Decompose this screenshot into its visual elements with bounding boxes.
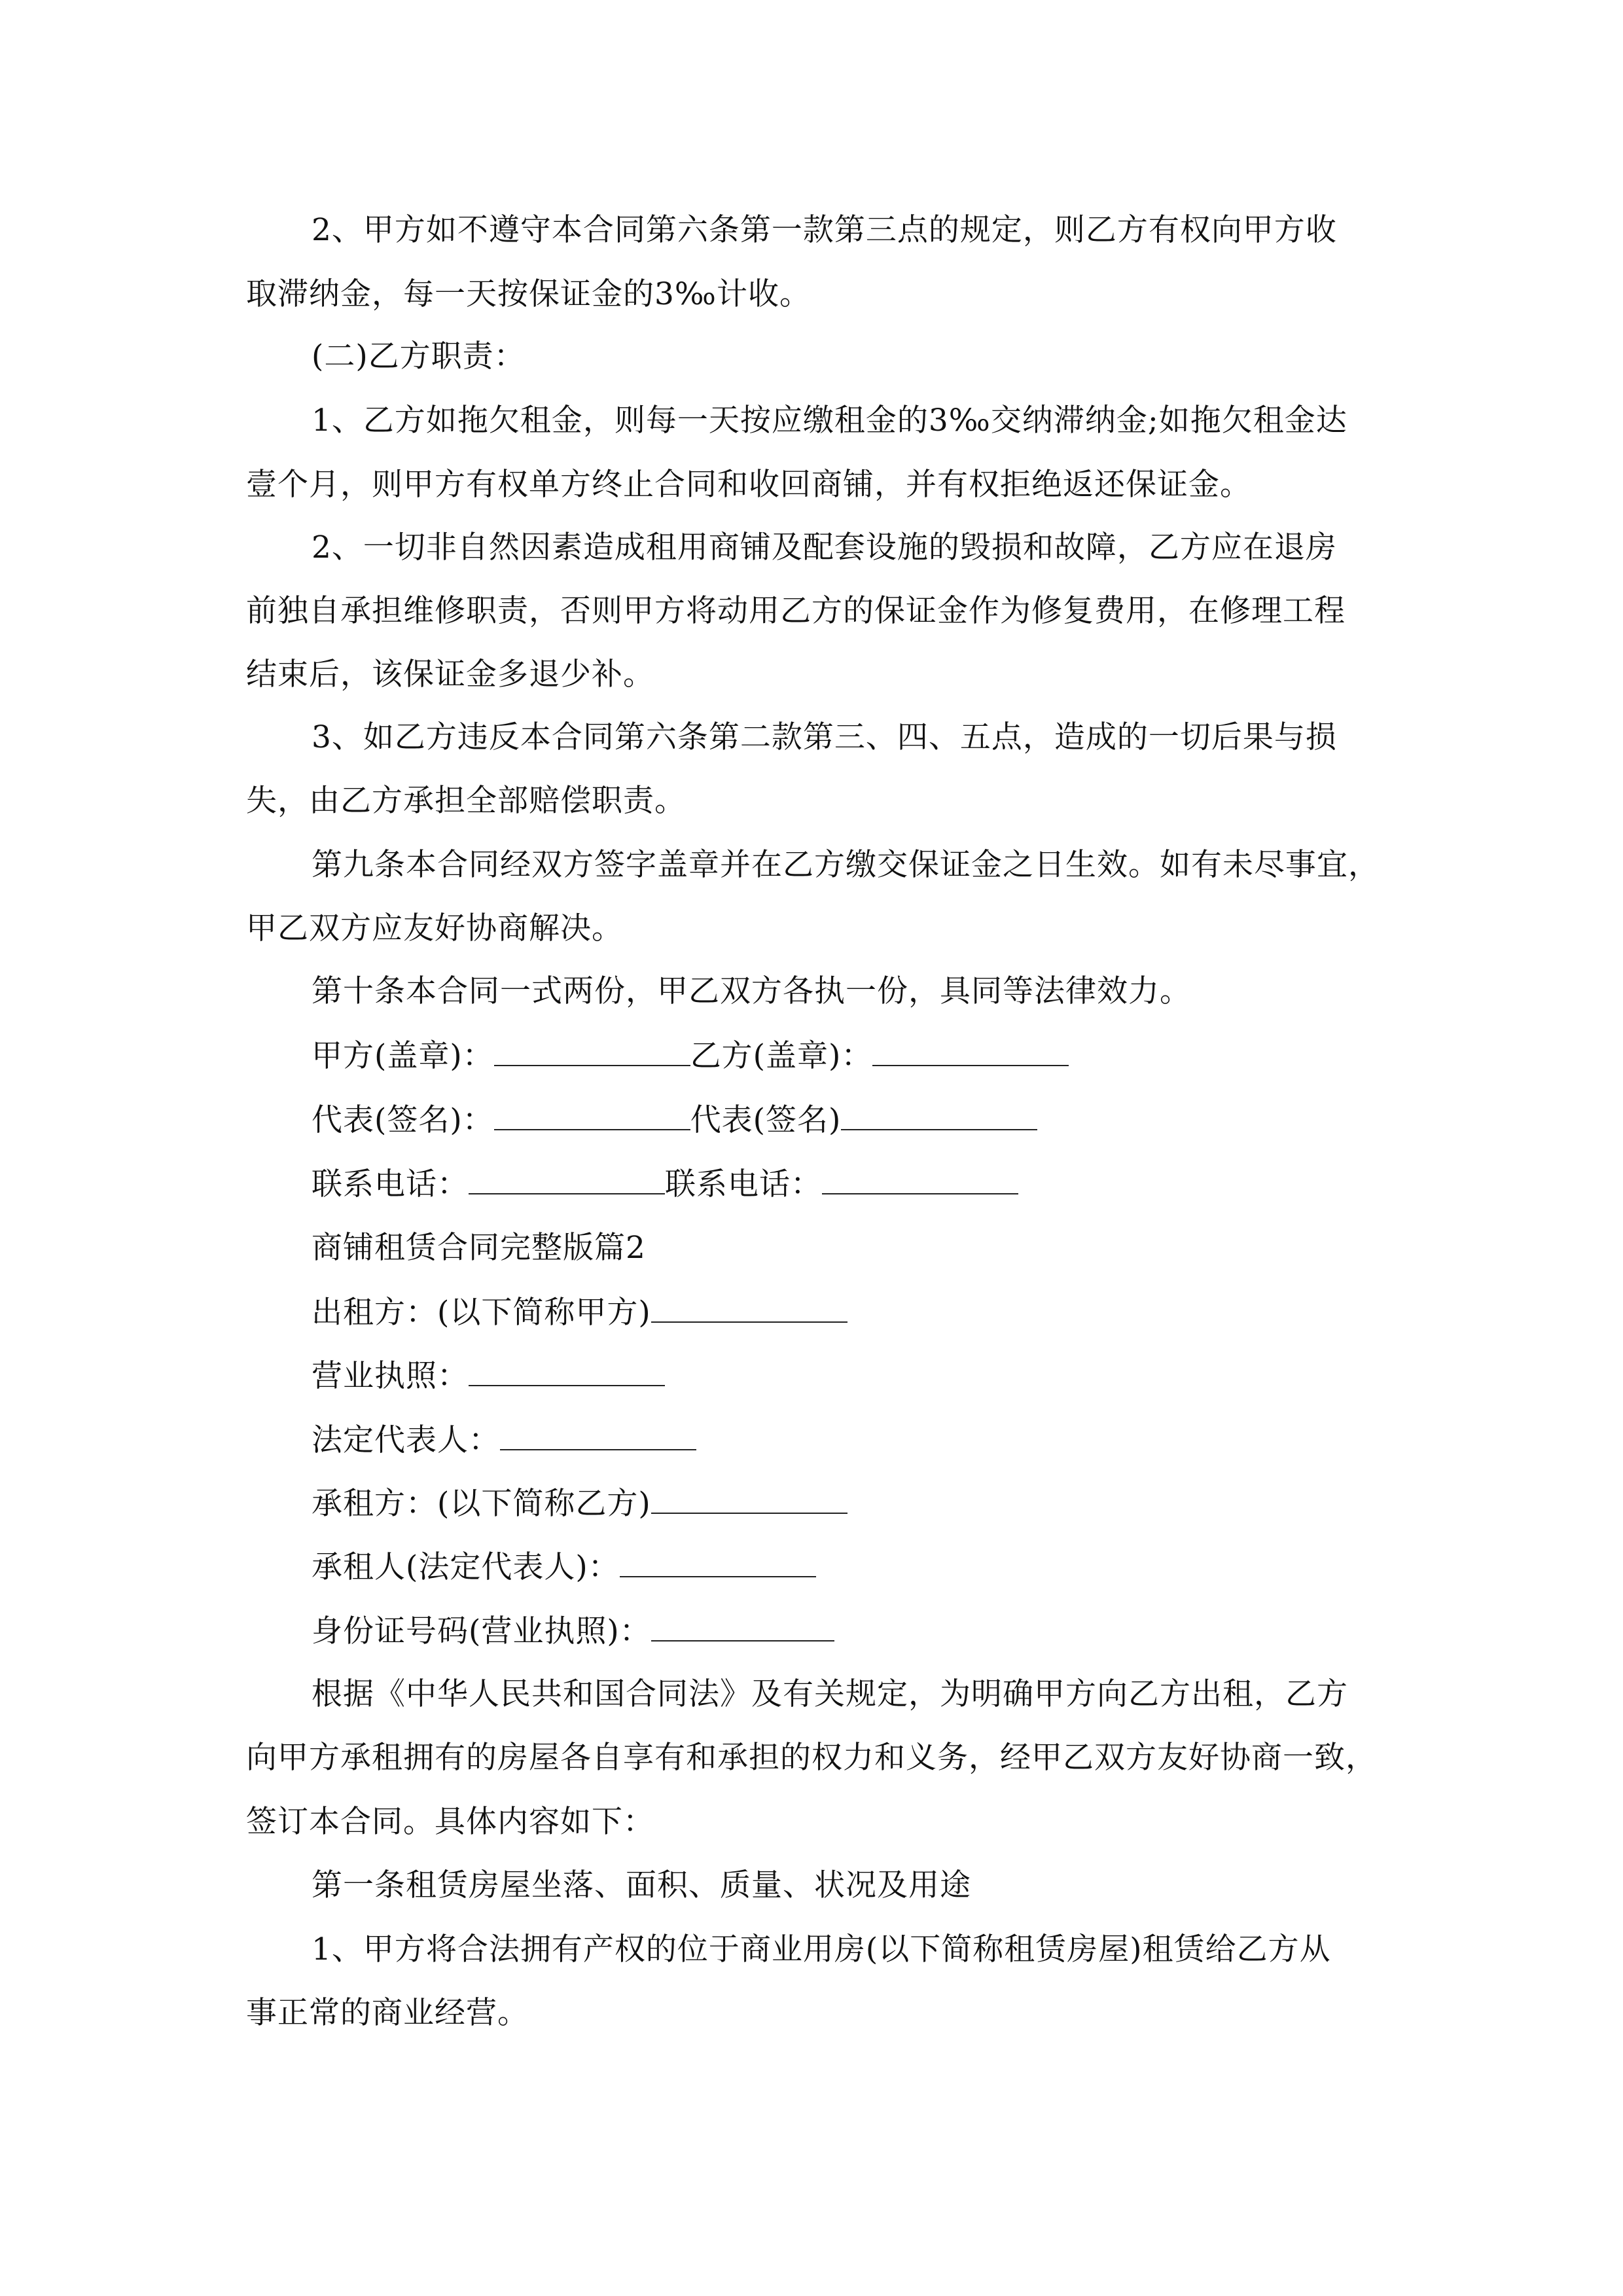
paragraph-line: 前独自承担维修职责，否则甲方将动用乙方的保证金作为修复费用，在修理工程 xyxy=(246,593,1346,629)
party-b-seal-label: 乙方(盖章)： xyxy=(690,1038,873,1074)
paragraph-line: 取滞纳金，每一天按保证金的3‰计收。 xyxy=(246,276,811,312)
article-heading: 第一条租赁房屋坐落、面积、质量、状况及用途 xyxy=(312,1867,971,1903)
paragraph-line: 2、一切非自然因素造成租用商铺及配套设施的毁损和故障，乙方应在退房 xyxy=(312,529,1337,565)
lessee-label: 承租方：(以下简称乙方) xyxy=(312,1486,651,1522)
tenant-field[interactable] xyxy=(620,1547,816,1577)
id-number-row xyxy=(312,1611,834,1651)
signature-row-party xyxy=(312,1036,1069,1076)
lessee-field[interactable] xyxy=(651,1484,847,1514)
paragraph-line: 3、如乙方违反本合同第六条第二款第三、四、五点，造成的一切后果与损 xyxy=(312,719,1337,755)
party-b-rep-field[interactable] xyxy=(841,1100,1037,1130)
paragraph-line: 结束后，该保证金多退少补。 xyxy=(246,656,654,692)
signature-row-phone xyxy=(312,1164,1018,1204)
party-a-seal-field[interactable] xyxy=(494,1036,690,1066)
lessor-row xyxy=(312,1293,847,1333)
paragraph-line: 第十条本合同一式两份，甲乙双方各执一份，具同等法律效力。 xyxy=(312,973,1191,1009)
party-a-phone-field[interactable] xyxy=(469,1164,665,1194)
id-number-field[interactable] xyxy=(651,1611,834,1641)
paragraph-line: 1、甲方将合法拥有产权的位于商业用房(以下简称租赁房屋)租赁给乙方从 xyxy=(312,1931,1331,1967)
signature-row-representative xyxy=(312,1100,1037,1140)
legal-rep-row xyxy=(312,1420,696,1460)
id-number-label: 身份证号码(营业执照)： xyxy=(312,1613,651,1649)
tenant-row xyxy=(312,1547,816,1587)
paragraph-line: 事正常的商业经营。 xyxy=(246,1995,529,2031)
paragraph-line: 壹个月，则甲方有权单方终止合同和收回商铺，并有权拒绝返还保证金。 xyxy=(246,467,1251,503)
license-field[interactable] xyxy=(469,1356,665,1386)
lessor-label: 出租方：(以下简称甲方) xyxy=(312,1295,651,1331)
party-b-seal-field[interactable] xyxy=(872,1036,1069,1066)
tenant-label: 承租人(法定代表人)： xyxy=(312,1549,620,1585)
section-heading: (二)乙方职责： xyxy=(312,338,526,374)
license-label: 营业执照： xyxy=(312,1358,469,1394)
paragraph-line: 第九条本合同经双方签字盖章并在乙方缴交保证金之日生效。如有未尽事宜， xyxy=(312,847,1380,883)
party-a-seal-label: 甲方(盖章)： xyxy=(312,1038,494,1074)
paragraph-line: 2、甲方如不遵守本合同第六条第一款第三点的规定，则乙方有权向甲方收 xyxy=(312,212,1337,248)
contract-title: 商铺租赁合同完整版篇2 xyxy=(312,1230,646,1266)
party-b-rep-label: 代表(签名) xyxy=(690,1102,842,1138)
legal-rep-label: 法定代表人： xyxy=(312,1422,500,1458)
paragraph-line: 向甲方承租拥有的房屋各自享有和承担的权力和义务，经甲乙双方友好协商一致， xyxy=(246,1740,1377,1776)
party-b-phone-label: 联系电话： xyxy=(665,1166,822,1202)
paragraph-line: 根据《中华人民共和国合同法》及有关规定，为明确甲方向乙方出租，乙方 xyxy=(312,1676,1348,1712)
lessor-field[interactable] xyxy=(651,1293,847,1323)
party-a-rep-label: 代表(签名)： xyxy=(312,1102,494,1138)
license-row xyxy=(312,1356,665,1396)
party-a-rep-field[interactable] xyxy=(494,1100,690,1130)
paragraph-line: 1、乙方如拖欠租金，则每一天按应缴租金的3‰交纳滞纳金;如拖欠租金达 xyxy=(312,403,1347,439)
party-a-phone-label: 联系电话： xyxy=(312,1166,469,1202)
paragraph-line: 失，由乙方承担全部赔偿职责。 xyxy=(246,783,686,819)
lessee-row xyxy=(312,1484,847,1524)
paragraph-line: 签订本合同。具体内容如下： xyxy=(246,1804,654,1840)
legal-rep-field[interactable] xyxy=(500,1420,696,1450)
party-b-phone-field[interactable] xyxy=(822,1164,1018,1194)
paragraph-line: 甲乙双方应友好协商解决。 xyxy=(246,910,623,946)
